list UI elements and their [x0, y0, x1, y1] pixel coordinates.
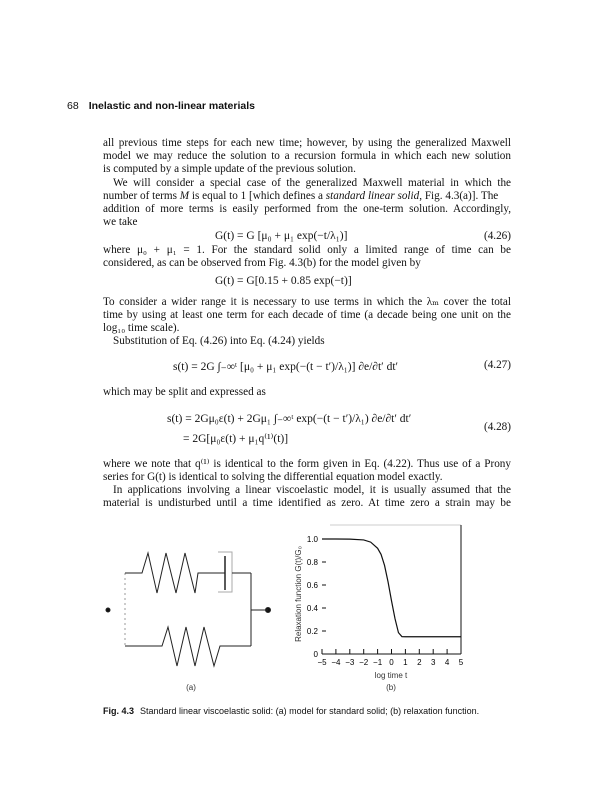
page-number: 68 — [67, 100, 79, 112]
x-tick-label: −3 — [345, 658, 355, 667]
running-title: Inelastic and non-linear materials — [88, 100, 255, 112]
x-tick-label: 0 — [389, 658, 394, 667]
y-tick-label: 1.0 — [306, 535, 318, 544]
text: is equal to 1 [which defines a — [189, 190, 326, 202]
subfigure-label-a: (a) — [186, 683, 196, 692]
text: , Fig. 4.3(a)]. The — [419, 190, 499, 202]
subfigure-label-b: (b) — [386, 683, 396, 692]
figure-caption — [103, 706, 479, 716]
emphasis: standard linear solid — [325, 190, 420, 202]
y-tick-label: 0 — [313, 650, 318, 659]
text-line: material is undisturbed until a time identified as zero. At time zero a strain may be — [103, 497, 511, 509]
text-line: To consider a wider range it is necessary to use terms in which the λₘ cover the total — [103, 296, 511, 308]
text: number of terms — [103, 190, 180, 202]
y-tick-label: 0.8 — [306, 558, 318, 567]
text-line: In applications involving a linear viscoelastic model, it is usually assumed that the — [113, 484, 511, 496]
y-axis-label: Relaxation function G(t)/G₀ — [294, 546, 303, 642]
x-tick-label: 3 — [430, 658, 436, 667]
bottom-spring — [125, 627, 251, 666]
x-tick-label: −1 — [373, 658, 383, 667]
equation-4-28-line2: = 2G[μ₀ε(t) + μ₁q⁽¹⁾(t)] — [183, 433, 289, 445]
text-line: where we note that q⁽¹⁾ is identical to the form given in Eq. (4.22). Thus use of a Prony — [103, 458, 511, 470]
x-tick-label: 5 — [458, 658, 464, 667]
text-line: which may be split and expressed as — [103, 386, 266, 398]
relaxation-function-chart — [294, 525, 464, 680]
top-spring — [125, 553, 225, 593]
x-tick-label: −5 — [317, 658, 327, 667]
equation-4-26: G(t) = G [μ₀ + μ₁ exp(−t/λ₁)] — [215, 230, 348, 242]
text-line: series for G(t) is identical to solving the differential equation model exactly. — [103, 471, 443, 483]
dashpot — [218, 552, 251, 592]
text-line: We will consider a special case of the generalized Maxwell material in which the — [113, 177, 511, 189]
text-line: where μ₀ + μ₁ = 1. For the standard solid only a limited range of time can be — [103, 244, 511, 256]
left-terminal — [106, 608, 110, 612]
x-tick-label: −2 — [359, 658, 369, 667]
text-line: Substitution of Eq. (4.26) into Eq. (4.24) yields — [113, 335, 325, 347]
x-tick-label: 4 — [444, 658, 450, 667]
equation-number: (4.27) — [483, 359, 511, 371]
y-tick-label: 0.2 — [306, 627, 318, 636]
x-axis-label: log time t — [374, 671, 408, 680]
text-line: all previous time steps for each new time; however, by using the generalized Maxwell — [103, 137, 511, 149]
x-tick-label: −4 — [331, 658, 341, 667]
text-line: is computed by a simple update of the previous solution. — [103, 163, 356, 175]
x-tick-label: 2 — [417, 658, 422, 667]
text-line: considered, as can be observed from Fig. 4.3(b) for the model given by — [103, 257, 421, 269]
caption-text: Standard linear viscoelastic solid: (a) model for standard solid; (b) relaxation function. — [140, 706, 480, 716]
y-tick-label: 0.6 — [306, 581, 318, 590]
equation-4-27: s(t) = 2G ∫₋∞ᵗ [μ₀ + μ₁ exp(−(t − t′)/λ₁)] ∂e/∂t′ dt′ — [173, 361, 399, 373]
figure-number: Fig. 4.3 — [103, 706, 135, 716]
text-line: addition of more terms is easily performed from the one-term solution. Accordingly, — [103, 203, 511, 215]
text-line: we take — [103, 216, 138, 228]
y-tick-label: 0.4 — [306, 604, 318, 613]
x-tick-label: 1 — [403, 658, 408, 667]
symbol: M — [179, 190, 190, 202]
equation-model: G(t) = G[0.15 + 0.85 exp(−t)] — [215, 275, 352, 287]
text-line: log₁₀ time scale). — [103, 322, 180, 334]
standard-solid-model-diagram — [106, 552, 271, 666]
relaxation-curve — [322, 539, 461, 637]
text-line: time by using at least one term for each decade of time (a decade being one unit on the — [103, 309, 511, 321]
equation-number: (4.28) — [483, 421, 511, 433]
equation-number: (4.26) — [483, 230, 511, 242]
equation-4-28-line1: s(t) = 2Gμ₀ε(t) + 2Gμ₁ ∫₋∞ᵗ exp(−(t − t′)/λ₁) ∂e/∂t′ dt′ — [167, 413, 412, 425]
text-line: model we may reduce the solution to a recursion formula in which each new solution — [103, 150, 511, 162]
